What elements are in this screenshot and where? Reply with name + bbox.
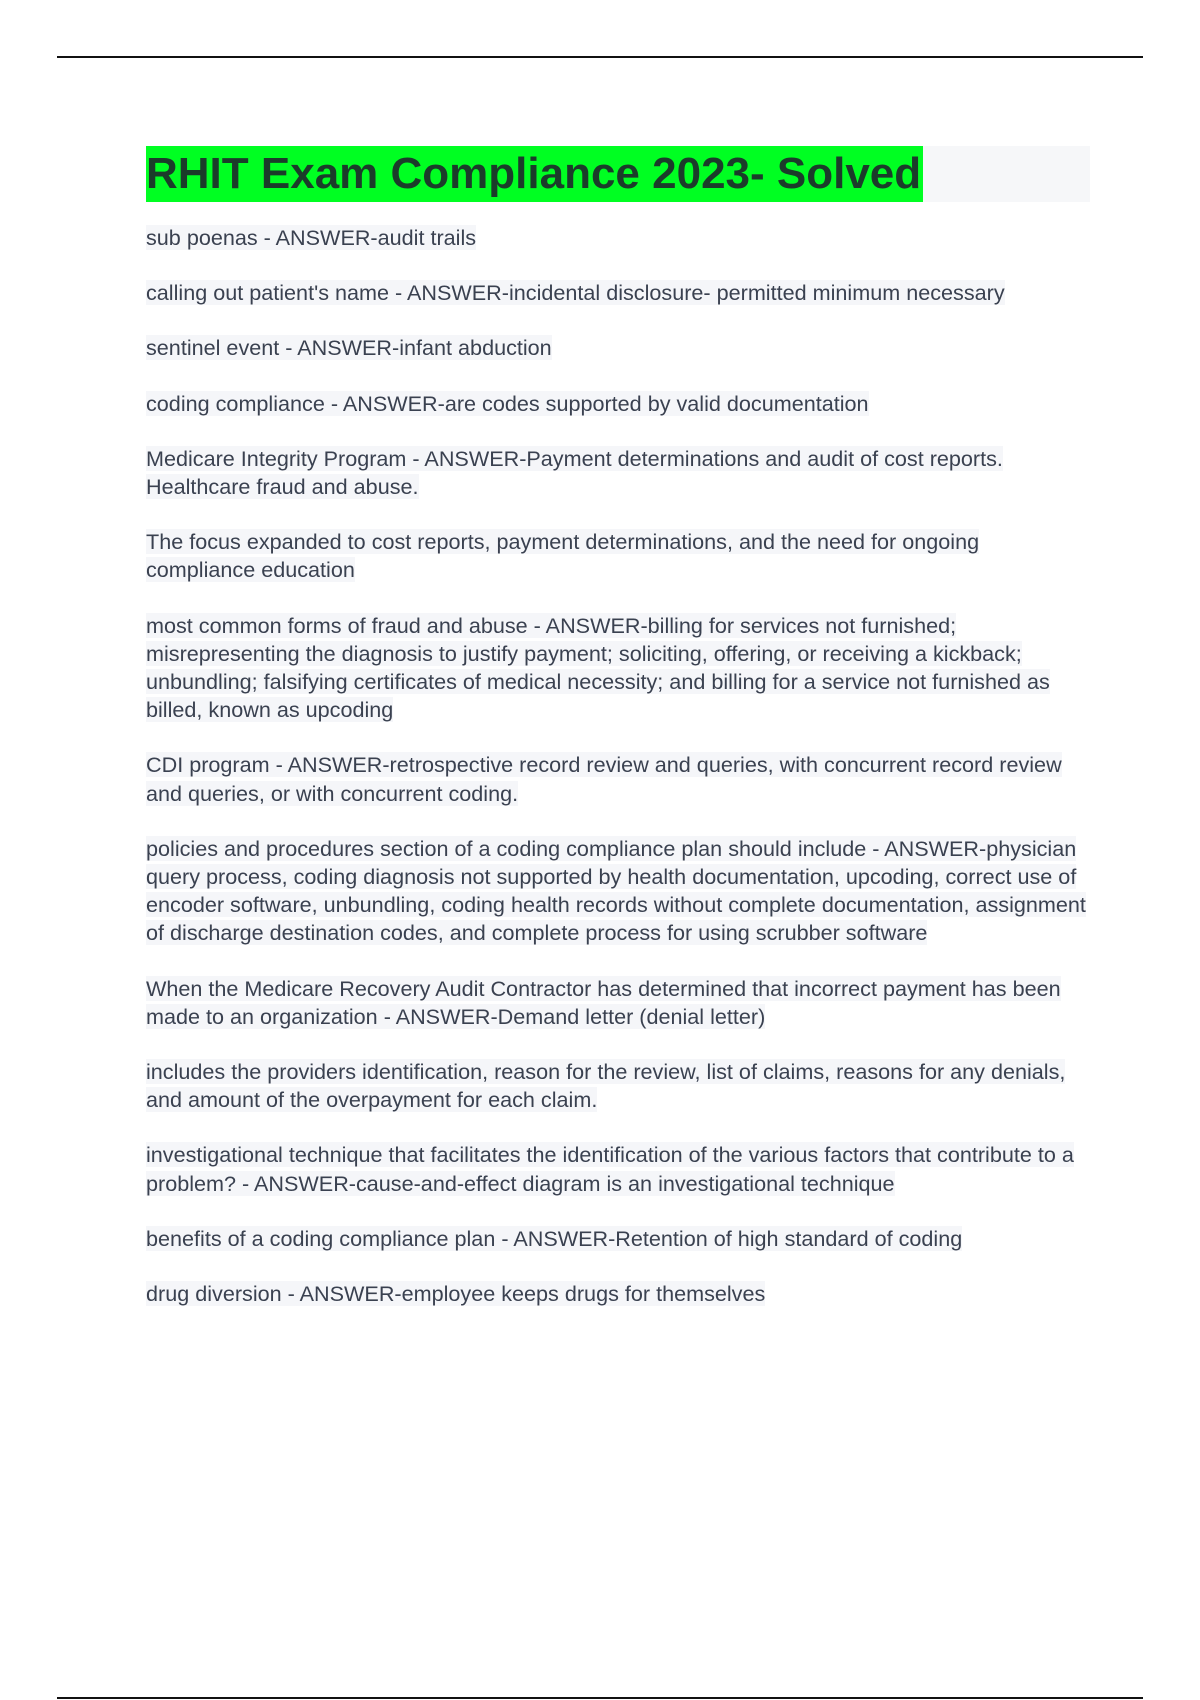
footer-rule: [57, 1697, 1143, 1699]
qa-entry: includes the providers identification, reason for the review, list of claims, reasons for any denials, and amount of the overpayment for each claim.: [146, 1059, 1066, 1113]
qa-entry: benefits of a coding compliance plan - ANSWER-Retention of high standard of coding: [146, 1225, 963, 1251]
qa-entry: calling out patient's name - ANSWER-incidental disclosure- permitted minimum necessary: [146, 280, 1005, 306]
qa-entry: sub poenas - ANSWER-audit trails: [146, 225, 477, 250]
header-rule: [57, 56, 1143, 58]
qa-entry: most common forms of fraud and abuse - ANSWER-billing for services not furnished; misrepresenting the diagnosis to justify payment; soliciting, offering, or receiving a kickback; unbundling; falsifying certificates of medical necessity; and billing for a service not furnished as billed, known as upcoding: [146, 612, 1050, 723]
qa-entry: When the Medicare Recovery Audit Contractor has determined that incorrect payment has been made to an organization - ANSWER-Demand letter (denial letter): [146, 975, 1061, 1029]
qa-entry: policies and procedures section of a coding compliance plan should include - ANSWER-physician query process, coding diagnosis not supported by health documentation, upcoding, correct use of encoder software, unbundling, coding health records without complete documentation, assignment of discharge destination codes, and complete process for using scrubber software: [146, 835, 1086, 946]
qa-entry: investigational technique that facilitates the identification of the various factors that contribute to a problem? - ANSWER-cause-and-effect diagram is an investigational technique: [146, 1142, 1074, 1196]
qa-entry: coding compliance - ANSWER-are codes supported by valid documentation: [146, 390, 869, 416]
qa-entry: CDI program - ANSWER-retrospective record review and queries, with concurrent record review and queries, or with concurrent coding.: [146, 752, 1062, 806]
qa-entry: drug diversion - ANSWER-employee keeps drugs for themselves: [146, 1281, 766, 1307]
qa-entry: Medicare Integrity Program - ANSWER-Payment determinations and audit of cost reports. Healthcare fraud and abuse.: [146, 445, 1003, 500]
document-body: [146, 146, 1090, 1335]
document-title: RHIT Exam Compliance 2023- Solved: [146, 146, 923, 202]
qa-entry: The focus expanded to cost reports, payment determinations, and the need for ongoing compliance education: [146, 529, 980, 583]
qa-entry: sentinel event - ANSWER-infant abduction: [146, 335, 552, 361]
title-band: [146, 146, 1090, 202]
